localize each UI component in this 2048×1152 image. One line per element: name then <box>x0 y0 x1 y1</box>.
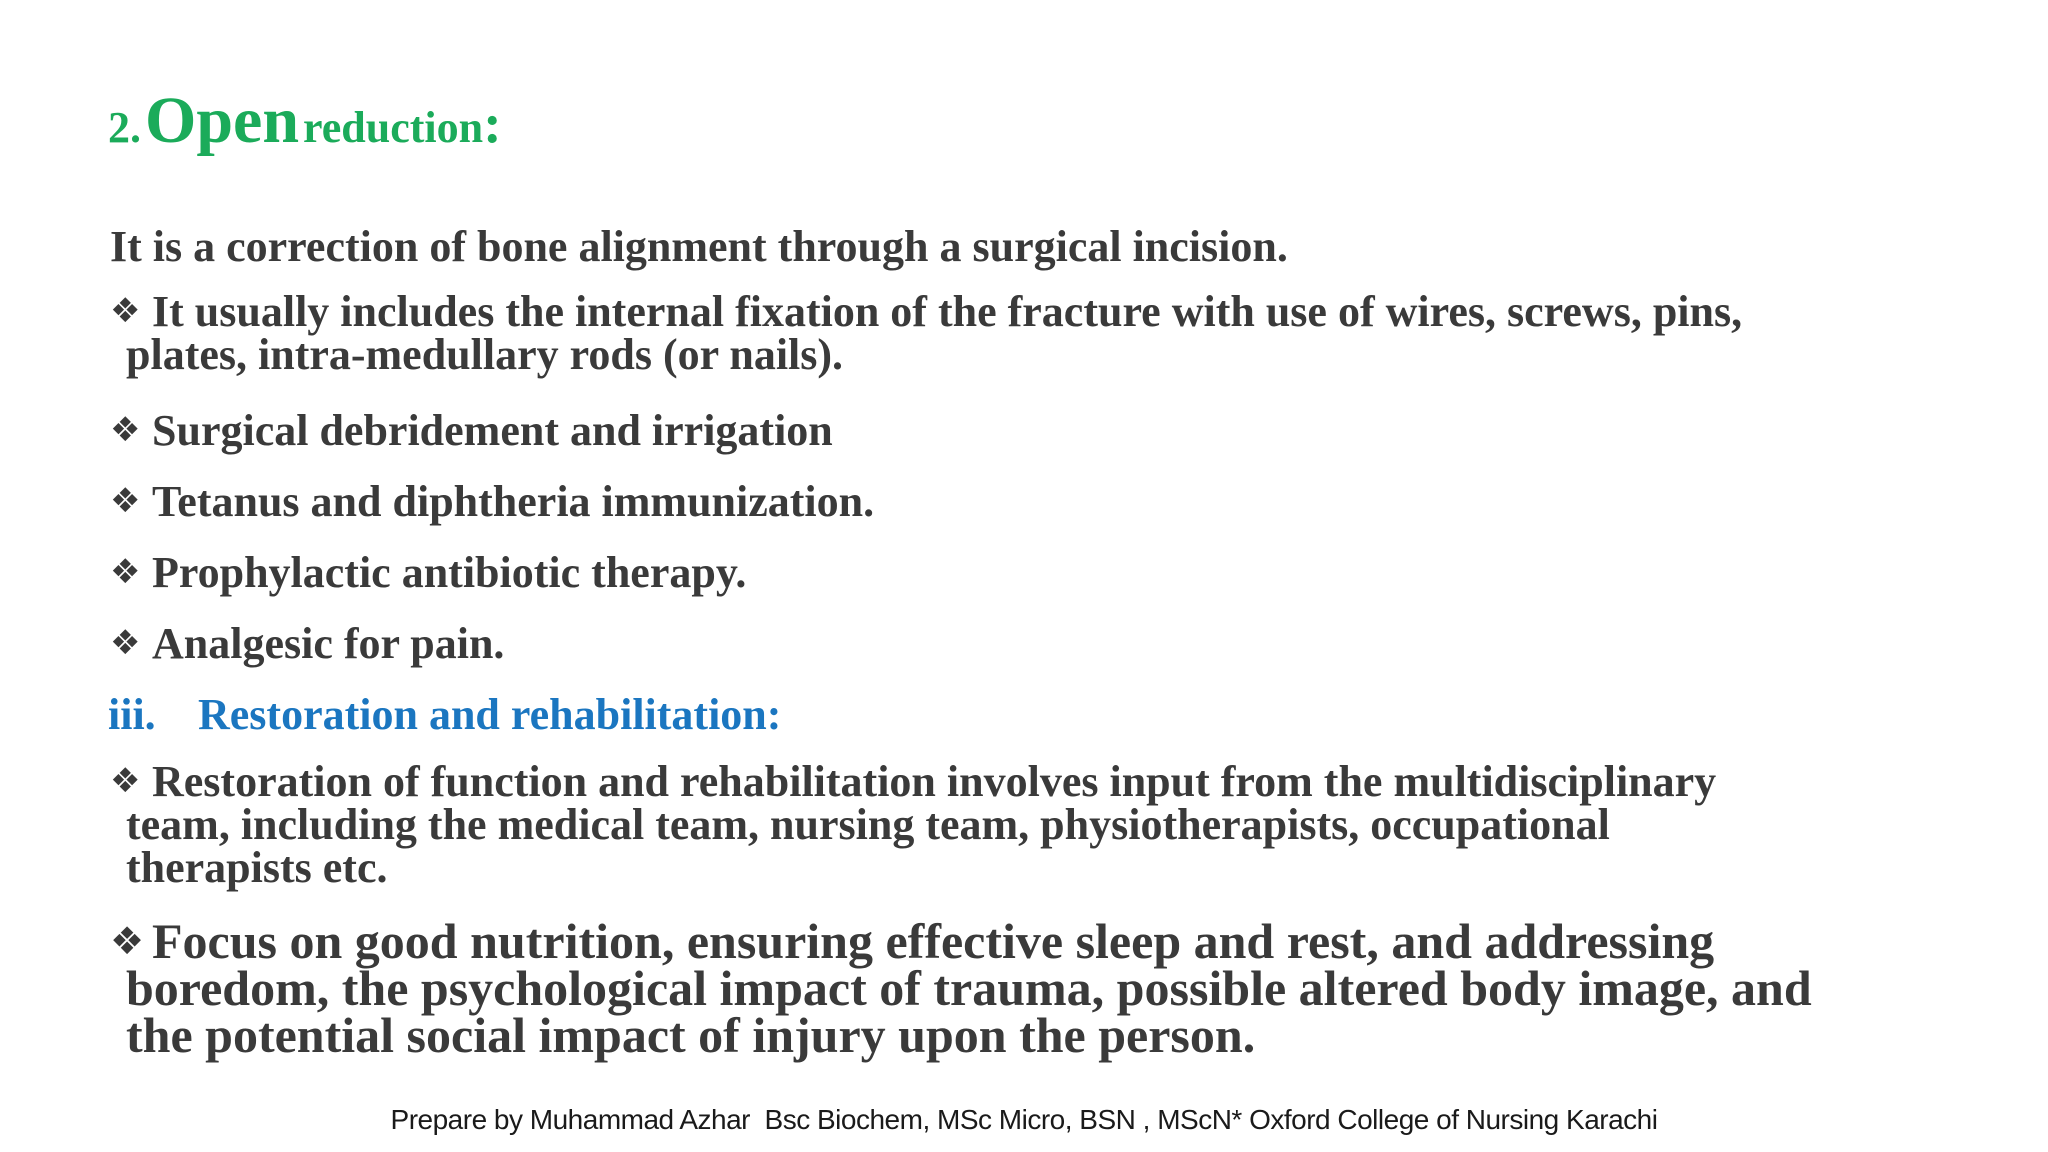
title-colon: : <box>483 93 502 155</box>
title-word-reduction: reduction <box>303 103 484 152</box>
slide-title <box>108 84 502 157</box>
section-title: Restoration and rehabilitation: <box>198 690 782 739</box>
diamond-bullet-icon: ❖ <box>110 291 141 331</box>
bullet-text-continued: the potential social impact of injury upon the person. <box>126 1007 1256 1063</box>
section-heading <box>108 688 781 742</box>
bullet-text: Prophylactic antibiotic therapy. <box>152 548 747 597</box>
bullet-text: It usually includes the internal fixation of the fracture with use of wires, screws, pins, <box>152 287 1743 336</box>
bullet-text-continued: boredom, the psychological impact of trauma, possible altered body image, and <box>126 960 1812 1016</box>
bullet-text: Analgesic for pain. <box>152 619 505 668</box>
diamond-bullet-icon: ❖ <box>110 552 141 592</box>
bullet-line <box>110 913 1812 969</box>
diamond-bullet-icon: ❖ <box>110 481 141 521</box>
diamond-bullet-icon: ❖ <box>110 410 141 450</box>
bullet-text: Restoration of function and rehabilitation involves input from the multidisciplinary <box>152 757 1717 806</box>
intro-text: It is a correction of bone alignment through a surgical incision. <box>110 222 1288 271</box>
bullet-item-fixation <box>110 287 1743 379</box>
section-numeral: iii. <box>108 690 156 739</box>
bullet-item-analgesic <box>110 616 504 671</box>
bullet-item-nutrition <box>110 913 1812 1063</box>
bullet-text: Focus on good nutrition, ensuring effective sleep and rest, and addressing <box>152 913 1715 969</box>
diamond-bullet-icon: ❖ <box>110 761 141 801</box>
bullet-item-debridement <box>110 403 833 458</box>
bullet-text-continued: plates, intra-medullary rods (or nails). <box>126 330 844 379</box>
title-number: 2. <box>108 103 141 152</box>
bullet-line <box>110 287 1743 336</box>
slide-footer: Prepare by Muhammad Azhar Bsc Biochem, MSc Micro, BSN , MScN* Oxford College of Nursing Karachi <box>390 1104 1658 1135</box>
bullet-text-continued: team, including the medical team, nursing team, physiotherapists, occupational <box>126 800 1610 849</box>
bullet-text-continued: therapists etc. <box>126 843 388 892</box>
diamond-bullet-icon: ❖ <box>110 919 145 963</box>
bullet-text: Surgical debridement and irrigation <box>152 406 833 455</box>
bullet-text: Tetanus and diphtheria immunization. <box>152 477 875 526</box>
bullet-item-antibiotic <box>110 545 746 600</box>
bullet-item-restoration <box>110 757 1717 892</box>
bullet-line <box>110 757 1717 806</box>
title-word-open: Open <box>145 84 300 157</box>
diamond-bullet-icon: ❖ <box>110 623 141 663</box>
bullet-item-immunization <box>110 474 874 529</box>
